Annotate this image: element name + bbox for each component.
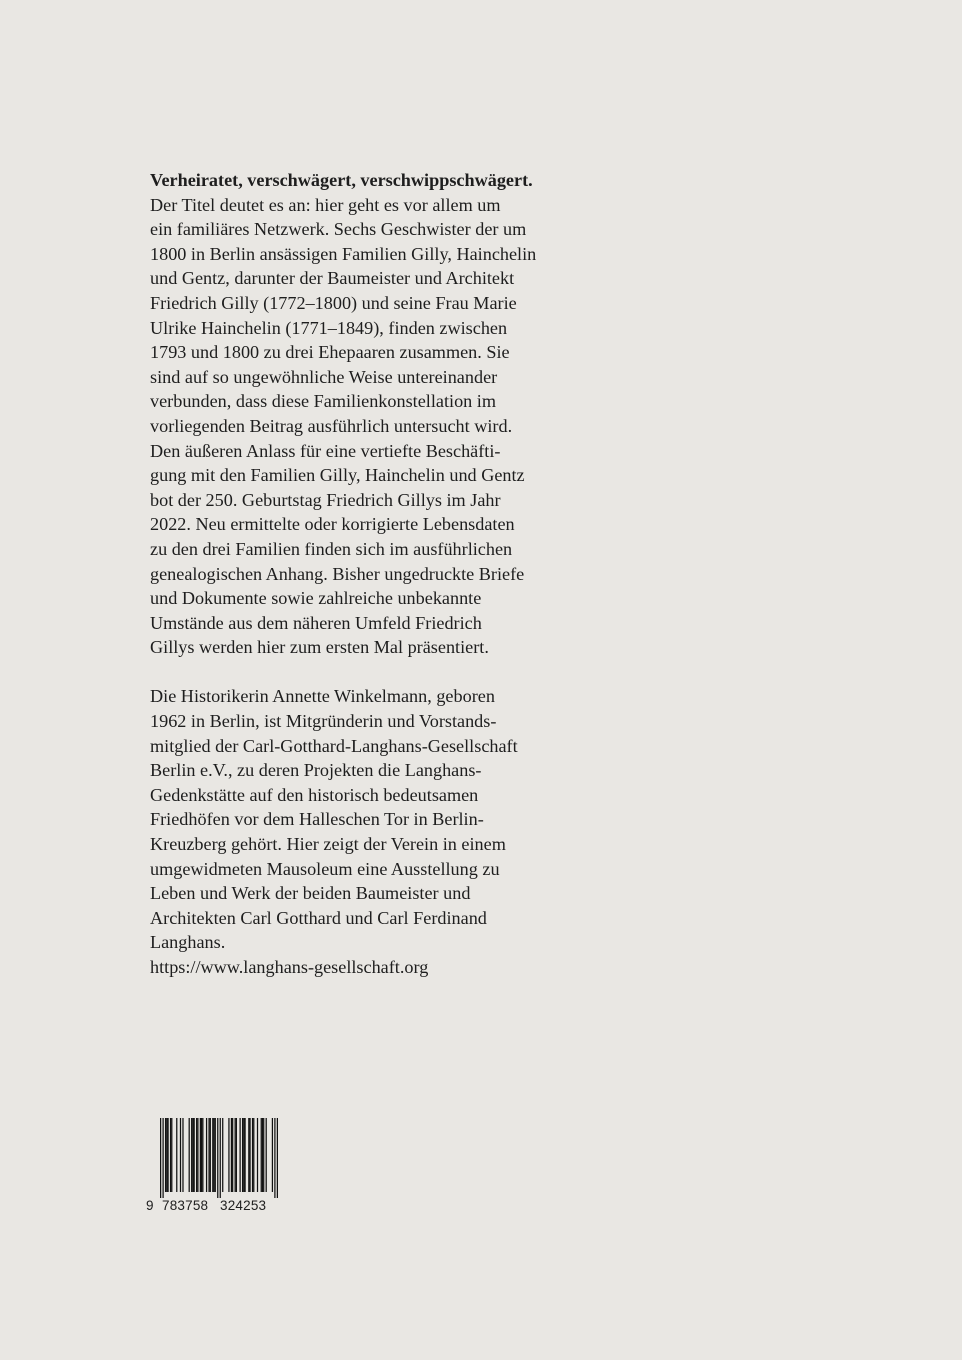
barcode-bar: [171, 1118, 172, 1192]
barcode-bar: [272, 1118, 273, 1192]
barcode-bar: [235, 1118, 236, 1192]
barcode-bar: [252, 1118, 253, 1192]
bio-line: Architekten Carl Gotthard und Carl Ferdinand: [150, 907, 487, 928]
barcode-bar: [208, 1118, 209, 1192]
bio-line: mitglied der Carl-Gotthard-Langhans-Gesellschaft: [150, 735, 518, 756]
blurb-line: Umstände aus dem näheren Umfeld Friedrich: [150, 612, 482, 633]
back-cover-text: [150, 168, 570, 980]
barcode-bar: [201, 1118, 202, 1192]
website-url: https://www.langhans-gesellschaft.org: [150, 957, 429, 977]
barcode-bar: [217, 1118, 218, 1198]
barcode-bar: [266, 1118, 267, 1192]
barcode-bar: [228, 1118, 229, 1192]
barcode-bar: [182, 1118, 183, 1192]
barcode-bar: [231, 1118, 232, 1192]
blurb-line: verbunden, dass diese Familienkonstellation im: [150, 391, 497, 412]
author-bio: [150, 684, 570, 979]
barcode-bar: [191, 1118, 192, 1192]
barcode-bar: [263, 1118, 264, 1192]
barcode-bar: [196, 1118, 197, 1192]
barcode-bar: [202, 1118, 203, 1192]
barcode-bar: [170, 1118, 171, 1192]
blurb-line: sind auf so ungewöhnliche Weise untereinander: [150, 366, 498, 387]
barcode-bar: [220, 1118, 221, 1198]
barcode-bar: [261, 1118, 262, 1192]
blurb-line: Friedrich Gilly (1772–1800) und seine Frau Marie: [150, 292, 517, 313]
barcode-bar: [242, 1118, 243, 1192]
barcode-bar: [243, 1118, 244, 1192]
isbn-barcode: [146, 1118, 280, 1218]
blurb-line: Den äußeren Anlass für eine vertiefte Beschäfti-: [150, 440, 501, 461]
bio-line: Die Historikerin Annette Winkelmann, geboren: [150, 686, 495, 707]
barcode-bar: [197, 1118, 198, 1192]
blurb-line: Ulrike Hainchelin (1771–1849), finden zwischen: [150, 317, 508, 338]
barcode-bar: [194, 1118, 195, 1192]
barcode-bar: [192, 1118, 193, 1192]
barcode-bar: [210, 1118, 211, 1192]
bio-line: Gedenkstätte auf den historisch bedeutsamen: [150, 784, 479, 805]
blurb-line: 1800 in Berlin ansässigen Familien Gilly, Hainchelin: [150, 243, 537, 264]
barcode-bar: [165, 1118, 166, 1192]
barcode-bar: [206, 1118, 207, 1192]
barcode-bar: [176, 1118, 177, 1192]
blurb-line: und Dokumente sowie zahlreiche unbekannte: [150, 588, 482, 609]
barcode-bar: [248, 1118, 249, 1192]
bio-line: Leben und Werk der beiden Baumeister und: [150, 883, 471, 904]
isbn-right-group: 324253: [220, 1198, 267, 1213]
blurb-line: gung mit den Familien Gilly, Hainchelin und Gentz: [150, 465, 525, 486]
barcode-bar: [274, 1118, 275, 1198]
blurb-line: und Gentz, darunter der Baumeister und Architekt: [150, 268, 515, 289]
barcode-bar: [239, 1118, 240, 1192]
bio-line: umgewidmeten Mausoleum eine Ausstellung zu: [150, 858, 500, 879]
barcode-bar: [236, 1118, 237, 1192]
blurb-line: Gillys werden hier zum ersten Mal präsentiert.: [150, 637, 489, 658]
barcode-bar: [166, 1118, 167, 1192]
barcode-bar: [167, 1118, 168, 1192]
bio-line: Kreuzberg gehört. Hier zeigt der Verein in einem: [150, 834, 506, 855]
isbn-first-digit: 9: [146, 1198, 154, 1213]
blurb-headline: Verheiratet, verschwägert, verschwippschwägert.: [150, 170, 533, 190]
barcode-bar: [189, 1118, 190, 1192]
barcode-bars: [160, 1118, 278, 1198]
bio-line: Langhans.: [150, 932, 226, 953]
barcode-bar: [200, 1118, 201, 1192]
blurb-line: ein familiäres Netzwerk. Sechs Geschwister der um: [150, 219, 527, 240]
bio-line: Friedhöfen vor dem Halleschen Tor in Berlin-: [150, 809, 484, 830]
bio-line: Berlin e.V., zu deren Projekten die Langhans-: [150, 760, 482, 781]
barcode-bar: [249, 1118, 250, 1192]
bio-line: 1962 in Berlin, ist Mitgründerin und Vorstands-: [150, 711, 497, 732]
barcode-bar: [253, 1118, 254, 1192]
isbn-left-group: 783758: [162, 1198, 209, 1213]
barcode-bar: [215, 1118, 216, 1192]
blurb-line: 1793 und 1800 zu drei Ehepaaren zusammen. Sie: [150, 342, 510, 363]
blurb-line: vorliegenden Beitrag ausführlich untersucht wird.: [150, 415, 513, 436]
blurb-line: zu den drei Familien finden sich im ausführlichen: [150, 538, 513, 559]
barcode-bar: [162, 1118, 163, 1198]
barcode-bar: [222, 1118, 223, 1192]
blurb: [150, 168, 570, 660]
blurb-line: 2022. Neu ermittelte oder korrigierte Lebensdaten: [150, 514, 515, 535]
barcode-bar: [212, 1118, 213, 1192]
barcode-bar: [180, 1118, 181, 1192]
barcode-bar: [262, 1118, 263, 1192]
barcode-bar: [244, 1118, 245, 1192]
barcode-bar: [232, 1118, 233, 1192]
blurb-line: bot der 250. Geburtstag Friedrich Gillys im Jahr: [150, 489, 501, 510]
barcode-bar: [277, 1118, 278, 1198]
barcode-bar: [257, 1118, 258, 1192]
paragraph-spacer: [150, 660, 570, 685]
blurb-line: Der Titel deutet es an: hier geht es vor allem um: [150, 194, 501, 215]
barcode-bar: [160, 1118, 161, 1198]
barcode-bar: [213, 1118, 214, 1192]
blurb-line: genealogischen Anhang. Bisher ungedruckte Briefe: [150, 563, 525, 584]
